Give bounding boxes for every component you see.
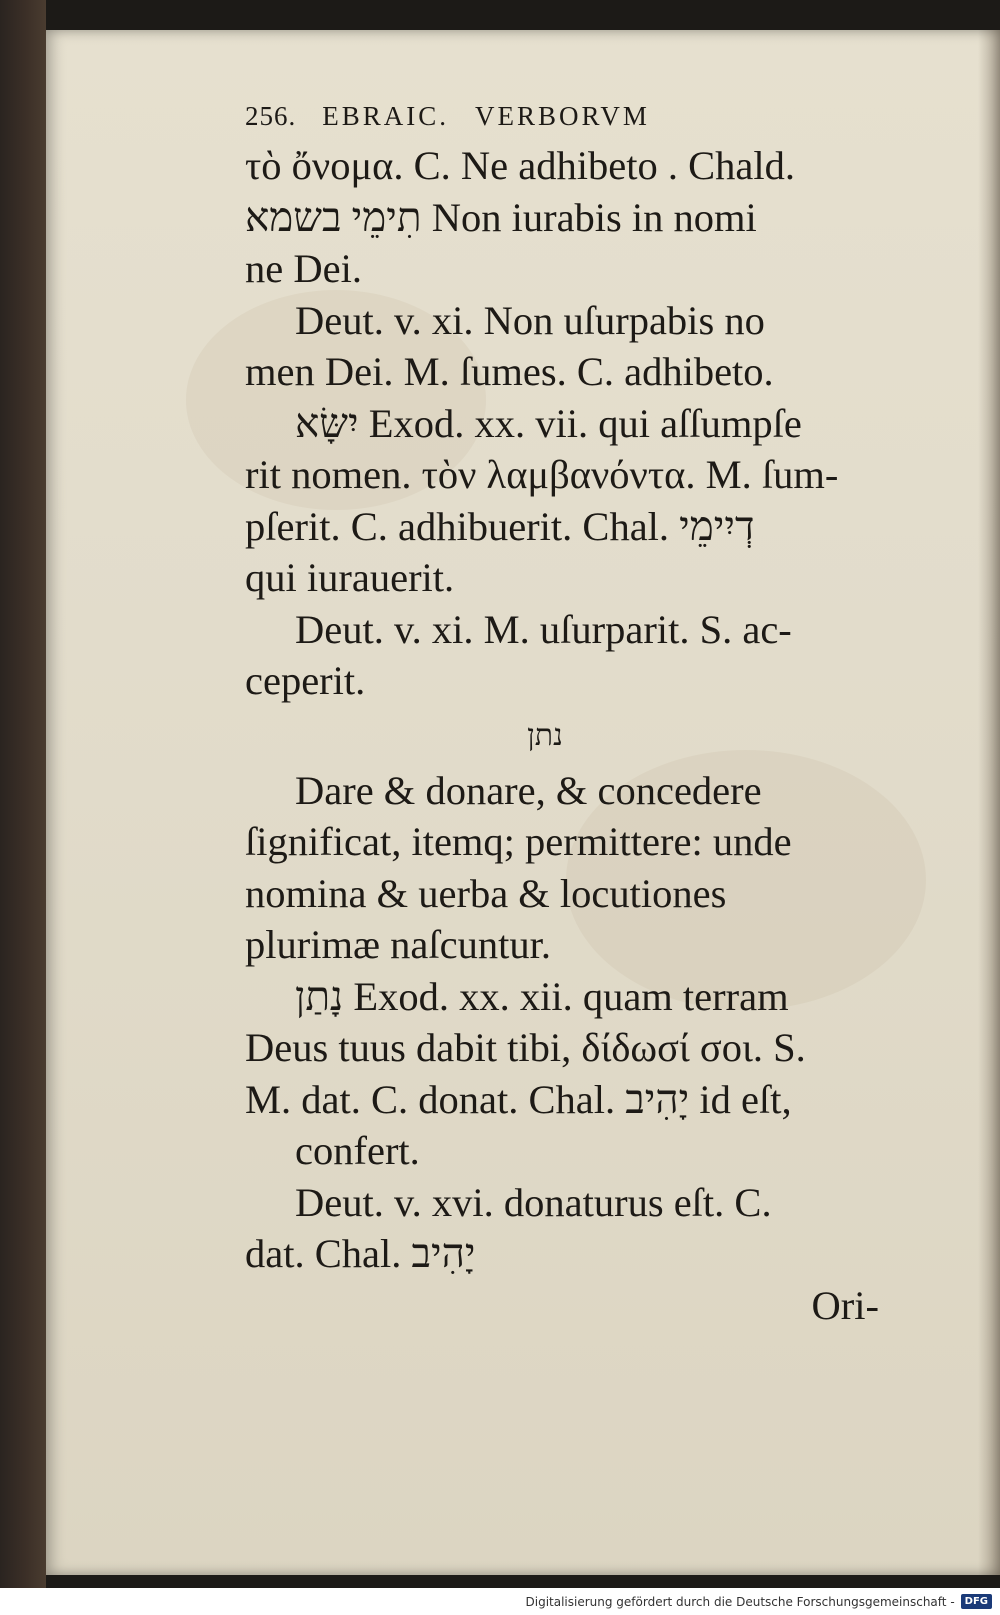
text-line: ceperit. [245, 658, 366, 703]
footer-credit: Digitalisierung gefördert durch die Deutsche Forschungsgemeinschaft - [525, 1594, 955, 1609]
text-line: nomina & uerba & locutiones [245, 870, 727, 916]
text-line: נָתַן Exod. xx. xii. quam terram [295, 973, 789, 1019]
book-spine [0, 0, 46, 1615]
text-line: rit nomen. τὸν λαμβανόντα. M. ſum- [245, 452, 839, 497]
text-line: Deut. v. xi. M. uſurparit. S. ac- [295, 606, 792, 652]
text-line: יִשָּׂא Exod. xx. vii. qui aſſumpſe [295, 400, 802, 446]
text-line: qui iurauerit. [245, 555, 455, 600]
running-head [245, 98, 885, 134]
catchword: Ori- [811, 1282, 879, 1328]
page-text [245, 98, 885, 1331]
text-line: confert. [295, 1128, 420, 1173]
page-number: 256. [245, 101, 297, 131]
text-line: men Dei. M. ſumes. C. adhibeto. [245, 349, 774, 394]
entry-headword: נתן [527, 718, 563, 752]
page-edge-shadow [978, 30, 1000, 1575]
text-line: M. dat. C. donat. Chal. יָהִיב id eſt, [245, 1076, 792, 1122]
text-line: pſerit. C. adhibuerit. Chal. דְיִימֵי [245, 503, 755, 549]
text-line: Dare & donare, & concedere [295, 767, 762, 813]
text-line: ſignificat, itemq; permittere: unde [245, 819, 792, 864]
text-line: plurimæ naſcuntur. [245, 922, 551, 967]
text-line: Deus tuus dabit tibi, δίδωσί σοι. S. [245, 1025, 806, 1070]
text-line: τὸ ὄνομα. C. Ne adhibeto . Chald. [245, 143, 795, 188]
text-line: תִימֵי בשמא Non iurabis in nomi [245, 194, 757, 240]
running-head-left: EBRAIC. [322, 101, 450, 131]
text-line: dat. Chal. יָהִיב [245, 1231, 476, 1276]
running-head-right: VERBORVM [475, 101, 650, 131]
digitization-footer [0, 1588, 1000, 1615]
text-line: Deut. v. xi. Non uſurpabis no [295, 297, 765, 343]
text-line: Deut. v. xvi. donaturus eſt. C. [295, 1179, 772, 1225]
text-line: ne Dei. [245, 246, 362, 291]
dfg-logo: DFG [961, 1594, 992, 1609]
